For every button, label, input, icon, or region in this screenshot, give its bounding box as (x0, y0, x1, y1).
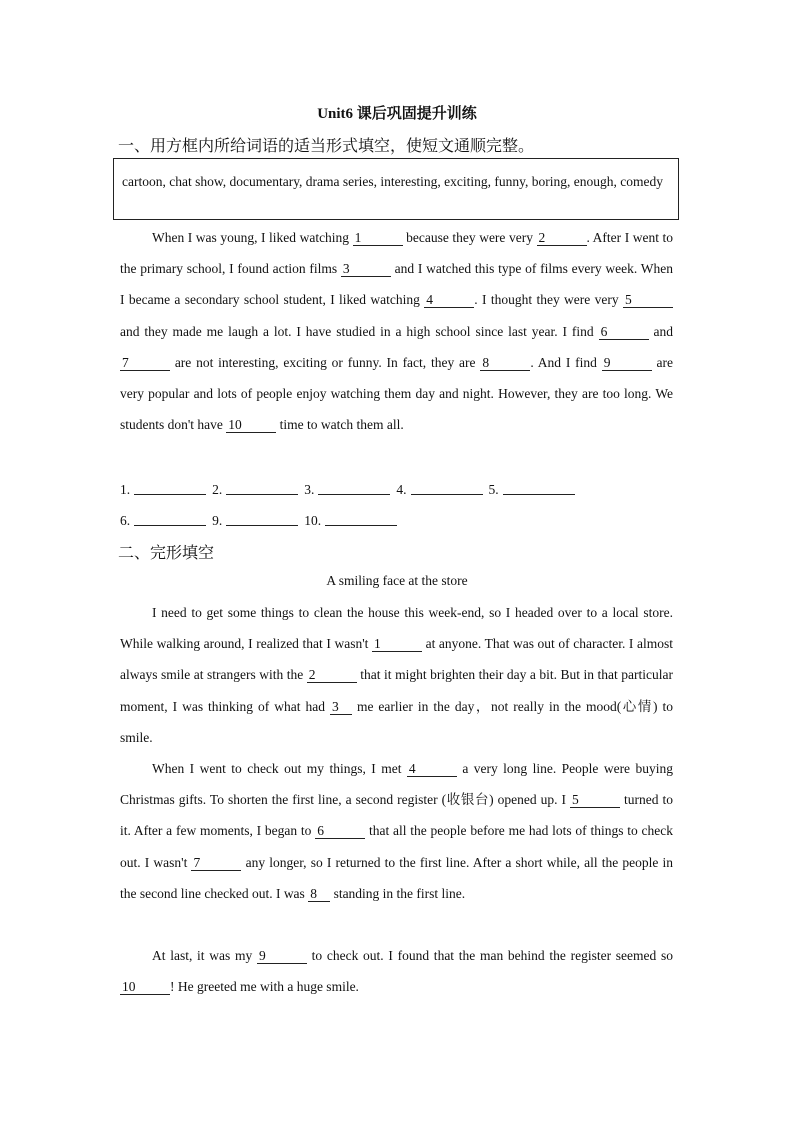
answer-blank[interactable] (226, 512, 298, 526)
answer-item (489, 480, 575, 500)
passage-text: At last, it was my (152, 948, 257, 963)
blank-3: 3 (341, 261, 391, 277)
passage-text: any longer, so I returned to the first line. After a short while, all the people in the second line checked out. I was (120, 854, 673, 901)
answer-blank[interactable] (226, 481, 298, 495)
blank-1: 1 (353, 230, 403, 246)
answer-number: 5. (488, 482, 499, 497)
word-box-text: cartoon, chat show, documentary, drama series, interesting, exciting, funny, boring, enough, comedy (122, 174, 663, 189)
answer-blank[interactable] (318, 481, 390, 495)
blank-10: 10 (226, 417, 276, 433)
answer-item (304, 480, 390, 500)
blank-4: 4 (407, 761, 457, 777)
blank-10: 10 (120, 979, 170, 995)
blank-2: 2 (537, 230, 587, 246)
passage-text: and they made me laugh a lot. I have studied in a high school since last year. I find (120, 323, 599, 339)
word-box (113, 158, 679, 220)
passage-text: because they were very (402, 230, 537, 245)
passage-text: . After I went to the primary school, I found action films (120, 230, 674, 277)
blank-2: 2 (307, 667, 357, 683)
passage-text: that it might brighten their day a bit. But in that particular moment, I was thinking of what had (120, 667, 673, 714)
cloze-paragraph-1 (120, 597, 673, 753)
passage-text: When I was young, I liked watching (152, 230, 353, 245)
blank-9: 9 (257, 948, 307, 964)
answer-item (120, 511, 206, 531)
answer-number: 6. (120, 513, 131, 528)
passage-text: . I thought they were very (474, 292, 623, 308)
passage-text: I need to get some things to clean the house this week-end, so I headed over to a local store. While walking around, I realized that I wasn't (120, 605, 673, 652)
blank-6: 6 (315, 823, 365, 839)
answer-blank[interactable] (411, 481, 483, 495)
section1-passage (120, 222, 673, 440)
answer-item (396, 480, 482, 500)
blank-8: 8 (308, 886, 330, 902)
answer-number: 1. (120, 482, 131, 497)
passage-text: at anyone. That was out of character. I almost always smile at strangers with the (120, 636, 673, 683)
answer-item (120, 480, 206, 500)
story-title: A smiling face at the store (326, 573, 468, 588)
answer-blank[interactable] (134, 481, 206, 495)
blank-1: 1 (372, 636, 422, 652)
blank-7: 7 (191, 855, 241, 871)
answer-number: 3. (304, 482, 315, 497)
blank-5: 5 (623, 292, 673, 308)
page-title: Unit6 课后巩固提升训练 (317, 106, 477, 122)
passage-text: me earlier in the day，not really in the mood(心情) to smile. (120, 698, 673, 745)
passage-text: standing in the first line. (330, 885, 466, 901)
answer-number: 9. (212, 513, 223, 528)
answer-blank[interactable] (325, 512, 397, 526)
passage-text: a very long line. People were buying Christmas gifts. To shorten the first line, a second register (收银台) opened up. I (120, 761, 673, 808)
blank-4: 4 (424, 292, 474, 308)
section2-heading: 二、完形填空 (118, 543, 215, 562)
cloze-paragraph-2 (120, 753, 673, 909)
answer-number: 2. (212, 482, 223, 497)
passage-text: time to watch them all. (276, 417, 404, 433)
cloze-paragraph-3 (120, 940, 673, 1002)
blank-7: 7 (120, 355, 170, 371)
answer-blank[interactable] (503, 481, 575, 495)
passage-text: turned to it. After a few moments, I began to (120, 792, 673, 839)
passage-text: to check out. I found that the man behind the register seemed so (306, 948, 673, 963)
answer-number: 4. (396, 482, 407, 497)
blank-3: 3 (330, 699, 352, 715)
passage-text: are not interesting, exciting or funny. In fact, they are (170, 354, 481, 370)
passage-text: When I went to check out my things, I met (152, 761, 407, 776)
blank-5: 5 (570, 792, 620, 808)
blank-6: 6 (599, 324, 649, 340)
answer-item (212, 511, 298, 531)
blank-8: 8 (480, 355, 530, 371)
answer-row-1 (120, 480, 581, 500)
passage-text: . And I find (530, 354, 602, 370)
answer-blank[interactable] (134, 512, 206, 526)
blank-9: 9 (602, 355, 652, 371)
passage-text: that all the people before me had lots of things to check out. I wasn't (120, 823, 673, 870)
passage-text: ! He greeted me with a huge smile. (170, 979, 359, 995)
passage-text: and (648, 323, 673, 339)
answer-number: 10. (304, 513, 322, 528)
answer-item (304, 511, 397, 531)
answer-row-2 (120, 511, 403, 531)
section1-heading: 一、用方框内所给词语的适当形式填空，使短文通顺完整。 (118, 136, 535, 155)
answer-item (212, 480, 298, 500)
passage-text: and I watched this type of films every week. When I became a secondary school student, I liked watching (120, 261, 674, 308)
passage-text: are very popular and lots of people enjoy watching them day and night. However, they are too long. We students don't have (120, 354, 673, 433)
